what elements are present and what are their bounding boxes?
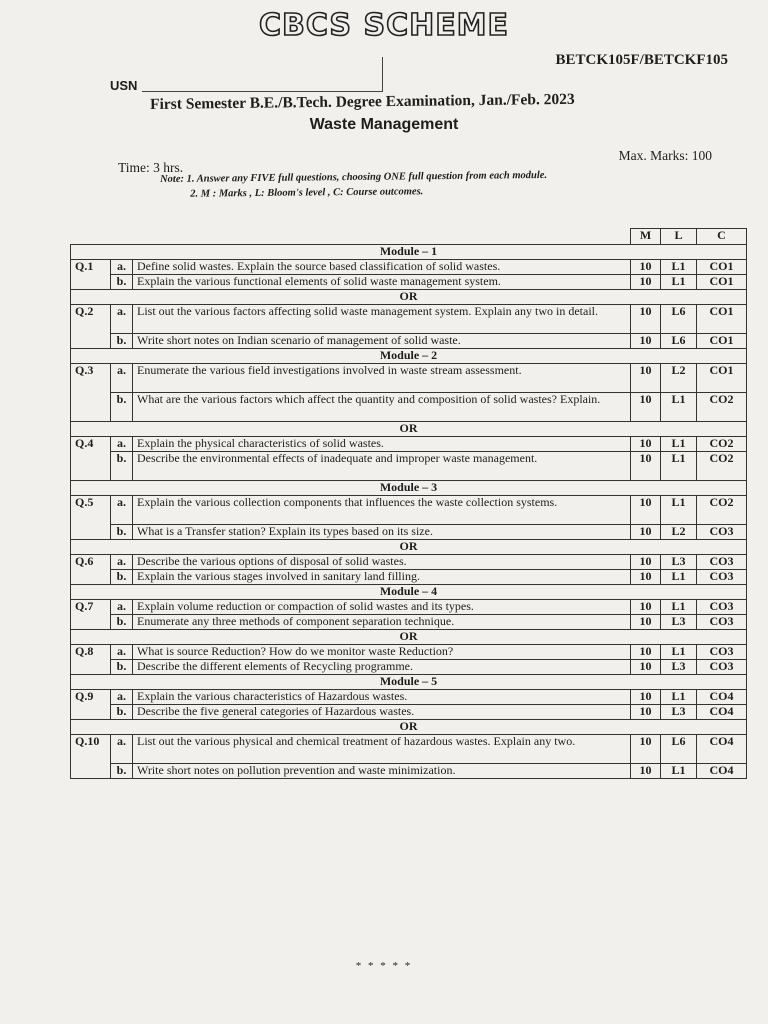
or-divider-row	[71, 630, 747, 645]
or-divider-row	[71, 540, 747, 555]
or-divider-row	[71, 422, 747, 437]
question-part-row	[71, 645, 747, 660]
question-part-row	[71, 525, 747, 540]
course-outcome: CO1	[697, 305, 747, 334]
question-text: Explain the various functional elements of solid waste management system.	[133, 275, 631, 290]
question-part-row	[71, 690, 747, 705]
blooms-level: L3	[661, 660, 697, 675]
part-label: a.	[111, 690, 133, 705]
course-outcome: CO4	[697, 690, 747, 705]
course-outcome: CO1	[697, 260, 747, 275]
col-co-header: C	[697, 229, 747, 245]
question-part-row	[71, 305, 747, 334]
question-number: Q.8	[71, 645, 111, 675]
or-label: OR	[71, 630, 747, 645]
course-outcome: CO3	[697, 525, 747, 540]
part-label: b.	[111, 615, 133, 630]
question-part-row	[71, 555, 747, 570]
or-label: OR	[71, 290, 747, 305]
part-label: a.	[111, 260, 133, 275]
question-number: Q.3	[71, 364, 111, 422]
blooms-level: L6	[661, 735, 697, 764]
question-text: Explain the physical characteristics of solid wastes.	[133, 437, 631, 452]
marks-value: 10	[631, 705, 661, 720]
question-part-row	[71, 437, 747, 452]
course-outcome: CO4	[697, 705, 747, 720]
course-outcome: CO4	[697, 764, 747, 779]
question-part-row	[71, 496, 747, 525]
course-outcome: CO2	[697, 437, 747, 452]
blooms-level: L1	[661, 690, 697, 705]
module-heading-row	[71, 349, 747, 364]
question-text: Explain the various collection components that influences the waste collection systems.	[133, 496, 631, 525]
marks-value: 10	[631, 600, 661, 615]
marks-value: 10	[631, 570, 661, 585]
question-number: Q.6	[71, 555, 111, 585]
question-part-row	[71, 764, 747, 779]
part-label: a.	[111, 600, 133, 615]
marks-value: 10	[631, 615, 661, 630]
blooms-level: L1	[661, 645, 697, 660]
end-marker: * * * * *	[355, 960, 413, 972]
question-number: Q.4	[71, 437, 111, 481]
note-line-1: Note: 1. Answer any FIVE full questions, choosing ONE full question from each module.	[160, 169, 548, 185]
question-text: Explain the various characteristics of Hazardous wastes.	[133, 690, 631, 705]
time-duration: Time: 3 hrs.	[118, 160, 184, 175]
course-outcome: CO3	[697, 555, 747, 570]
module-title: Module – 4	[71, 585, 747, 600]
module-heading-row	[71, 481, 747, 496]
marks-value: 10	[631, 660, 661, 675]
part-label: b.	[111, 705, 133, 720]
note-line-2: 2. M : Marks , L: Bloom's level , C: Course outcomes.	[190, 186, 424, 200]
question-part-row	[71, 735, 747, 764]
module-heading-row	[71, 245, 747, 260]
course-outcome: CO3	[697, 645, 747, 660]
question-number: Q.7	[71, 600, 111, 630]
table-header-row	[71, 229, 747, 245]
question-text: Explain volume reduction or compaction of solid wastes and its types.	[133, 600, 631, 615]
marks-value: 10	[631, 764, 661, 779]
course-outcome: CO3	[697, 615, 747, 630]
blooms-level: L1	[661, 437, 697, 452]
blooms-level: L1	[661, 570, 697, 585]
question-table	[70, 228, 747, 779]
question-part-row	[71, 570, 747, 585]
question-text: Explain the various stages involved in sanitary land filling.	[133, 570, 631, 585]
blooms-level: L1	[661, 496, 697, 525]
marks-value: 10	[631, 364, 661, 393]
question-text: What is a Transfer station? Explain its types based on its size.	[133, 525, 631, 540]
marks-value: 10	[631, 393, 661, 422]
question-number: Q.1	[71, 260, 111, 290]
blooms-level: L3	[661, 555, 697, 570]
course-outcome: CO2	[697, 496, 747, 525]
question-text: Describe the environmental effects of inadequate and improper waste management.	[133, 452, 631, 481]
blooms-level: L1	[661, 452, 697, 481]
marks-value: 10	[631, 260, 661, 275]
module-title: Module – 1	[71, 245, 747, 260]
module-title: Module – 3	[71, 481, 747, 496]
usn-box	[142, 57, 383, 92]
marks-value: 10	[631, 437, 661, 452]
marks-value: 10	[631, 275, 661, 290]
part-label: b.	[111, 334, 133, 349]
marks-value: 10	[631, 334, 661, 349]
module-title: Module – 5	[71, 675, 747, 690]
part-label: b.	[111, 452, 133, 481]
course-outcome: CO3	[697, 570, 747, 585]
question-part-row	[71, 615, 747, 630]
course-outcome: CO4	[697, 735, 747, 764]
blooms-level: L1	[661, 393, 697, 422]
marks-value: 10	[631, 452, 661, 481]
marks-value: 10	[631, 305, 661, 334]
part-label: b.	[111, 393, 133, 422]
question-part-row	[71, 705, 747, 720]
blooms-level: L1	[661, 275, 697, 290]
module-heading-row	[71, 675, 747, 690]
course-outcome: CO1	[697, 275, 747, 290]
scheme-banner: CBCS SCHEME	[258, 8, 510, 43]
course-outcome: CO1	[697, 364, 747, 393]
question-text: Describe the five general categories of Hazardous wastes.	[133, 705, 631, 720]
blooms-level: L1	[661, 600, 697, 615]
instructions-note	[160, 168, 547, 202]
header-spacer	[71, 229, 631, 245]
question-part-row	[71, 260, 747, 275]
question-part-row	[71, 334, 747, 349]
question-part-row	[71, 600, 747, 615]
question-part-row	[71, 364, 747, 393]
or-label: OR	[71, 720, 747, 735]
question-number: Q.9	[71, 690, 111, 720]
part-label: b.	[111, 275, 133, 290]
part-label: a.	[111, 305, 133, 334]
blooms-level: L6	[661, 334, 697, 349]
blooms-level: L3	[661, 615, 697, 630]
course-outcome: CO3	[697, 600, 747, 615]
question-number: Q.10	[71, 735, 111, 779]
marks-value: 10	[631, 525, 661, 540]
col-level-header: L	[661, 229, 697, 245]
course-outcome: CO3	[697, 660, 747, 675]
module-heading-row	[71, 585, 747, 600]
question-part-row	[71, 452, 747, 481]
or-label: OR	[71, 540, 747, 555]
part-label: b.	[111, 570, 133, 585]
or-label: OR	[71, 422, 747, 437]
blooms-level: L2	[661, 525, 697, 540]
question-text: List out the various physical and chemical treatment of hazardous wastes. Explain any two.	[133, 735, 631, 764]
question-text: Describe the various options of disposal of solid wastes.	[133, 555, 631, 570]
question-table-body	[71, 245, 747, 779]
question-text: Write short notes on Indian scenario of management of solid waste.	[133, 334, 631, 349]
blooms-level: L3	[661, 705, 697, 720]
part-label: b.	[111, 764, 133, 779]
question-number: Q.2	[71, 305, 111, 349]
or-divider-row	[71, 290, 747, 305]
course-outcome: CO2	[697, 393, 747, 422]
marks-value: 10	[631, 555, 661, 570]
blooms-level: L6	[661, 305, 697, 334]
col-marks-header: M	[631, 229, 661, 245]
blooms-level: L2	[661, 364, 697, 393]
question-text: What is source Reduction? How do we monitor waste Reduction?	[133, 645, 631, 660]
course-outcome: CO1	[697, 334, 747, 349]
marks-value: 10	[631, 496, 661, 525]
or-divider-row	[71, 720, 747, 735]
part-label: b.	[111, 660, 133, 675]
module-title: Module – 2	[71, 349, 747, 364]
question-text: Describe the different elements of Recycling programme.	[133, 660, 631, 675]
question-text: What are the various factors which affect the quantity and composition of solid wastes? Explain.	[133, 393, 631, 422]
question-text: Write short notes on pollution prevention and waste minimization.	[133, 764, 631, 779]
max-marks: Max. Marks: 100	[618, 148, 712, 163]
marks-value: 10	[631, 690, 661, 705]
blooms-level: L1	[661, 260, 697, 275]
subject-title: Waste Management	[309, 116, 459, 133]
part-label: a.	[111, 364, 133, 393]
part-label: a.	[111, 496, 133, 525]
paper-code: BETCK105F/BETCKF105	[555, 52, 728, 68]
question-part-row	[71, 393, 747, 422]
blooms-level: L1	[661, 764, 697, 779]
question-text: Enumerate the various field investigations involved in waste stream assessment.	[133, 364, 631, 393]
question-number: Q.5	[71, 496, 111, 540]
exam-title: First Semester B.E./B.Tech. Degree Examination, Jan./Feb. 2023	[150, 90, 575, 113]
part-label: a.	[111, 645, 133, 660]
question-text: List out the various factors affecting solid waste management system. Explain any two in detail.	[133, 305, 631, 334]
question-text: Enumerate any three methods of component separation technique.	[133, 615, 631, 630]
usn-label: USN	[110, 78, 138, 93]
part-label: a.	[111, 437, 133, 452]
part-label: a.	[111, 735, 133, 764]
marks-value: 10	[631, 645, 661, 660]
question-part-row	[71, 660, 747, 675]
question-part-row	[71, 275, 747, 290]
part-label: b.	[111, 525, 133, 540]
marks-value: 10	[631, 735, 661, 764]
course-outcome: CO2	[697, 452, 747, 481]
part-label: a.	[111, 555, 133, 570]
question-text: Define solid wastes. Explain the source based classification of solid wastes.	[133, 260, 631, 275]
